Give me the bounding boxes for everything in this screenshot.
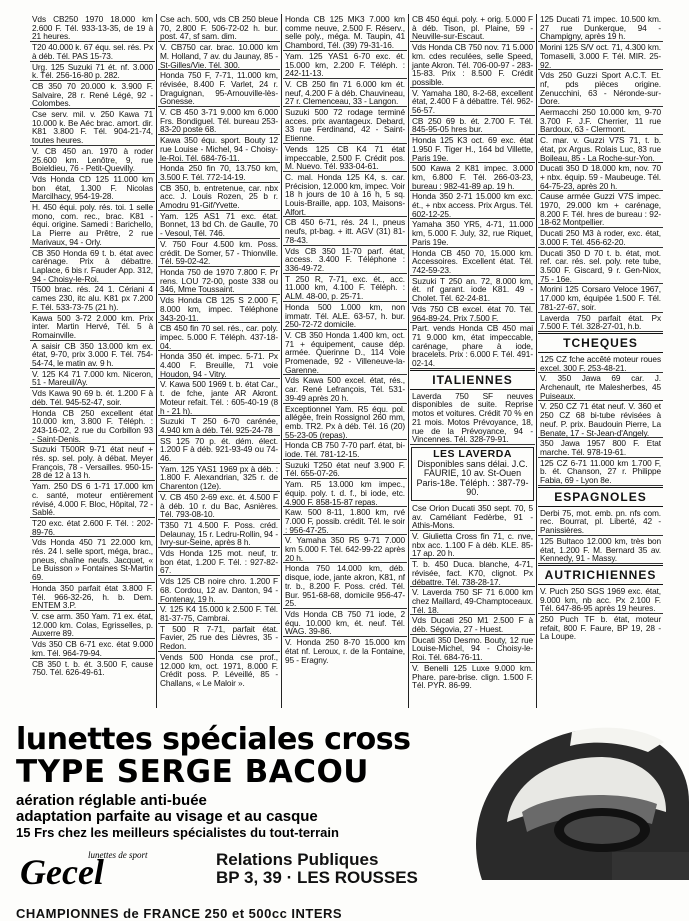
classified-ad: Yamaha 350 YR5, 4-71, 11.000 km, 5.000 F. July, 32, rue Riquet, Paris 19e.	[412, 219, 533, 247]
classified-ad: Vends 125 CB K4 71 état impeccable, 2.500 F. Crédit pos. M. Nuevo. Tél. 933-04-61.	[285, 143, 405, 172]
classified-ad: Honda 350 parfait état 3.800 F. Tél. 966-32-26, h. b. Dem. ENTEM 3.P.	[32, 582, 153, 611]
classified-ad: Suzuki T 250 an. 72, 8.000 km, ét. nf garant. iode K81. 49 - Cholet. Tél. 62-24-81.	[412, 275, 533, 304]
classified-ad: Part. vends Honda CB 450 mai 71 9.000 km, état impeccable, carénage, phare à iode, bracelets. Prix : 6.000 F. Tél. 491-02-14.	[412, 323, 533, 369]
classified-ad: Laverda 750 parfait état. Px 7.500 F. Tél. 328-27-01, h.b.	[540, 312, 661, 332]
classified-ad: V. CB750 car. brac. 10.000 km M. Holland, 7 av. du Jaunay, 85 - St-Gilles/Vie. Tél. 300.	[160, 42, 278, 70]
classified-ad: T. b. 450 Duca. blanche, 4-71, révisée, fact. K70, clignot. Px débattre. Tél. 738-28-17.	[412, 559, 533, 587]
classified-ad: V. 125 K4 71 7.000 km. Niceron, 51 - Mareuil/Ay.	[32, 368, 153, 388]
ad-headline: lunettes spéciales cross	[16, 722, 411, 757]
classified-ad: 125 Ducati 71 impec. 10.500 km. 27 rue Dunkerque, 94 - Champigny, après 19 h.	[540, 14, 661, 42]
classified-ad: Honda 350 ét. impec. 5-71. Px 4.400 F. Breuille, 71 voie Houdon, 94 - Vitry.	[160, 351, 278, 379]
classifieds-column-1	[30, 14, 155, 708]
classified-ad: 125 CZ fche accêté moteur roues excel. 300 F. 253-48-21.	[540, 353, 661, 373]
classified-ad: V. Puch 250 SGS 1969 exc. état, 9.000 km, nb acc. Px 2.100 F. Tél. 647-86-95 après 19 heures.	[540, 585, 661, 614]
classified-ad: Vds Honda CB 750 nov. 71 5.000 km. cdes reculées, selle Speed, jante Akron. Tél. 706-00-97 - 283-15-83. Prix : 8.500 F. Crédit possible.	[412, 42, 533, 87]
classified-ad: CB 450 équi. poly. + orig. 5.000 F à déb. Tison, pl. Plaine, 59 - Neuville-sur-Escaut.	[412, 14, 533, 42]
column-divider	[408, 14, 409, 708]
logo-wordmark: Gecel	[20, 852, 104, 888]
classified-ad: V. Benelli 125 Luxe 9.000 km. Phare. pare-brise. clign. 1.500 F. Tél. PYR. 86-99.	[412, 662, 533, 691]
classified-ad: Vds Honda CB 750 71 iode, 2 équ. 10.000 km, ét. neuf. Tél. WAG. 39-86.	[285, 609, 405, 637]
classified-ad: Honda 500 1.000 km, non immatr. Tél. ALE. 63-57, h. bur. 250-72-72 domicile.	[285, 301, 405, 330]
classified-ad: Urg. 125 Suzuki 71 ét. nf. 3.000 k. Tél. 256-16-80 p. 282.	[32, 61, 153, 81]
ad-feature-1: aération réglable anti-buée	[16, 792, 207, 809]
classified-ad: CB 350, b. entretenue, car. nbx acc. J. Louis Rozen, 25 b r. Amodru 91-Gif/Yvette.	[160, 182, 278, 211]
section-heading: ESPAGNOLES	[538, 487, 663, 507]
section-heading: AUTRICHIENNES	[538, 565, 663, 585]
classified-ad: V. Honda 250 8-70 15.000 km état nf. Leroux, r. de la Fontaine, 95 - Eragny.	[285, 637, 405, 665]
column-divider	[281, 14, 282, 708]
classifieds-column-2	[158, 14, 280, 708]
classified-ad: CB 450 fin 70 sel. rés., car. poly. impec. 5.000 F. Téléph. 437-18-04.	[160, 323, 278, 351]
classified-ad: V. 250 CZ 71 état neuf. V. 360 et 250 CZ 68 bi-tube révisées à neuf. P. prix. Baudouin Pierre, La Benate, 17 - St-Jean-d'Angely.	[540, 401, 661, 438]
classified-ad: Suzuki 500 72 rodage terminé acces. prix avantageux. Debard, 33 rue Ferdinand, 42 - Saint-Etienne.	[285, 107, 405, 144]
classified-ad: T 250 R, 7-71, exc. ét., acc. 11.000 km, 4.100 F. Téléph. : ALM. 48-00, p. 25-71.	[285, 273, 405, 302]
classified-ad: V. Kawa 500 1969 t. b. état Car., t. de fche, jante AR Akront. Moteur refait. Tél. : 605-40-19 (8 h - 21 h).	[160, 379, 278, 416]
boxed-ad-body: Disponibles sans délai. J.C. FAURIE, 10 av. St-Ouen Paris-18e. Téléph. : 387-79-90.	[416, 458, 529, 498]
advertisement-gecel	[0, 712, 689, 921]
classified-ad: C. mar. v. Guzzi V7S 71, t. b. état, px Argus. Rolais Luc, 83 rue Boileau, 85 - La Roche-sur-Yon.	[540, 135, 661, 163]
classified-ad: 500 Kawa 2 K81 impec. 3.000 km, 6.800 F. Tél. 266-03-23, bureau : 982-41-89 ap. 19 h.	[412, 163, 533, 191]
section-heading: TCHEQUES	[538, 333, 663, 353]
column-divider	[156, 14, 157, 708]
classified-ad: Honda 750 F, 7-71, 11.000 km, révisée, 8.400 F. Varlet, 24 r. Draguignan, 95-Arnouville-lès-Gonesse.	[160, 70, 278, 107]
classified-ad: SS 125 70 p. ét. dém. élect. 1.200 F à déb. 921-93-49 ou 74-46.	[160, 435, 278, 464]
ad-price-line: 15 Frs chez les meilleurs spécialistes du tout-terrain	[16, 825, 339, 840]
ad-championship-line: CHAMPIONNES de FRANCE 250 et 500cc INTERS	[16, 906, 343, 921]
column-divider	[536, 14, 537, 708]
classified-ad: Ducati 350 D 70 t. b. état, mot. ref. car. rés. sel. poly. rete tube, 3.500 F. Giscard, 9 r. Gen-Niox, 75 - 16e.	[540, 247, 661, 284]
classified-ad: 125 CZ 6-71 11.000 km 1.700 F, b. ét. Chanson, 27 r. Philippe Fabia, 69 - Lyon 8e.	[540, 457, 661, 486]
classified-ad: Ducati 250 M3 à roder, exc. état, 3.000 F. Tél. 456-62-20.	[540, 228, 661, 247]
classified-ad: Vds 250 Guzzi Sport A.C.T. Et. nf, pds pièces origine. Zenucchini, 63 - Néronde-sur-Dore.	[540, 70, 661, 107]
classified-ad: Honda 750 de 1970 7.800 F. Pr rens. LOU 72-00, poste 338 ou 346, Mme Toussaint.	[160, 266, 278, 295]
classified-ad: Vds Kawa 90 69 b. ét. 1.200 F à déb. Tél. 945-52-47, soir.	[32, 388, 153, 407]
classified-ad: T500 brac. rés. 24 1. Cériani 4 cames 230, itc alu. K81 px 7.200 F. Tél. 533-73-75 (21 h).	[32, 284, 153, 312]
classified-ad: V. CB 250 fin 71 6.000 km ét. neuf, 4.200 F à déb. Chauvineau, 27 r. Clemenceau, 33 - Langon.	[285, 78, 405, 107]
classified-ad: Vds 125 CB noire chro. 1.200 F 68. Cordou, 12 av. Danton, 94 - Fontenay, 19 h.	[160, 576, 278, 604]
classified-ad: V. cse arm. 350 Yam. 71 ex. état, 12.000 km. Colas, Egrisselles, p. Auxerre 89.	[32, 611, 153, 639]
ad-feature-2: adaptation parfaite au visage et au casque	[16, 808, 318, 825]
classified-ad: Yam. R5 13.000 km impec., équip. poly. t. d. f., bi iode, etc. 4.900 F. 858-15-87 repas.	[285, 479, 405, 507]
classified-ad: Vds Honda 450 71 22.000 km, rés. 24 l. selle sport, méga, brac., pneus, chaîne neufs. Jacquet, « Le Buisson » Fontaines St-Martin 69.	[32, 537, 153, 583]
classified-ad: Kaw. 500 8-11, 1.800 km, rvé 7.000 F, possib. crédit. Tél. le soir : 956-47-25.	[285, 507, 405, 535]
classified-ad: CB 250 69 b. ét. 2.700 F. Tél. 845-95-05 hres bur.	[412, 115, 533, 135]
classified-ad: Morini 125 S/V oct. 71, 4.300 km. Tomaselli, 3.000 F. Tél. MIR. 25-92.	[540, 42, 661, 70]
classified-ad: Honda 350 2-71 15.000 km exc. ét., + nbx access. Prix Argus. Tél. 602-12-25.	[412, 191, 533, 219]
logo-tagline: lunettes de sport	[88, 850, 148, 860]
classified-ad: Aermacchi 250 10.000 km, 9-70 3.700 F. J.F. Cherrier, 11 rue Bardoux, 63 - Clermont.	[540, 107, 661, 135]
classified-ad: Honda CB 125 MK3 7.000 km comme neuve, 2.500 F. Réserv., selle poly., méga. M. Taupin, 41 Chambord, Tél. (39) 79-31-16.	[285, 14, 405, 51]
classified-ad: H. 450 équi. poly. rés. toi. 1 selle mono, com. rec., brac. K81 - équi. origine. Samedi : Barichello, La Pierre au Prêtre, 2 rue Marivaux, 94 - Orly.	[32, 202, 153, 247]
motocross-rider-photo	[452, 712, 689, 880]
classifieds-column-3	[283, 14, 407, 708]
ad-product-name: TYPE SERGE BACOU	[16, 754, 369, 790]
classified-ad: CB 350 Honda 69 t. b. état avec carénage. Prix à débattre. Laplace, 6 bis r. Fauder App. 312, 94 - Choisy-le-Roi.	[32, 247, 153, 284]
classified-ad: Suzuki T500R 9-71 état neuf + rés. sp. sel. poly. à débat. Meyer François, 78 - Versailles. 950-15-28 de 12 à 13 h.	[32, 444, 153, 481]
laverda-boxed-ad	[411, 447, 534, 501]
classified-ad: Yam. 125 YAS1 6-70 exc. ét. 15.000 km, 2.200 F. Téléph. : 242-11-13.	[285, 50, 405, 79]
gecel-logo	[18, 848, 206, 888]
classified-ad: Yam. 125 YAS1 1969 px à déb. : 1.800 F. Alexandrian, 325 r. de Charenton (12e).	[160, 463, 278, 492]
classified-ad: Honda 250 fin 70, 13.750 km, 3.500 F. Tél. 772-14-19.	[160, 163, 278, 182]
classified-ad: Vds 350 CB 6-71 exc. état 9.000 km. Tél. 964-79-94.	[32, 639, 153, 658]
classified-ad: V. CB 450 2-69 exc. ét. 4.500 F à déb. 10 r. du Bac, Asnières. Tél. 793-08-10.	[160, 491, 278, 520]
classified-ad: Vds Honda CB 125 S 2.000 F, 8.000 km, impec. Téléphone 343-20-11.	[160, 295, 278, 323]
classified-ad: Kawa 500 3-72 2.000 km. Prix inter. Martin Hervé, Tél. 5 à Romainville.	[32, 312, 153, 340]
classified-ad: V. CB 450 3-71 9.000 km 6.000 Frs. Bondiguel. Tél. bureau 253-83-20 poste 68.	[160, 107, 278, 135]
classified-ad: V. Yamaha 350 R5 9-71 7.000 km 5.000 F. Tél. 642-99-22 après 20 h.	[285, 535, 405, 563]
classified-ad: Morini 125 Corsaro Veloce 1967, 17.000 km, équipée 1.500 F. Tél. 781-27-67, soir.	[540, 284, 661, 312]
classified-ad: T 500 R 7-71, parfait état. Favier, 25 rue des Lièvres, 35 - Redon.	[160, 623, 278, 652]
classified-ad: T20 40.000 k. 67 équ. sel. rés. Px à déb. Tél. PAS 15-73.	[32, 42, 153, 61]
classified-ad: Vends 500 Honda cse prof., 12.000 km, oct. 1971, 8.000 F. Crédit poss. P. Léveillé, 85 - Challans, « Le Maloir ».	[160, 651, 278, 688]
classified-ad: Cse serv. mil. v. 250 Kawa 71 10.000 k. Be Aéc brac. amort. dir. K81 3.800 F. Tél. 904-21-74, toutes heures.	[32, 109, 153, 146]
classified-ad: V. Giulietta Cross fin 71, c. nve, nbx acc. 1.100 F à déb. KLE. 85-17 ap. 20 h.	[412, 531, 533, 559]
classifieds-column-5	[538, 14, 663, 708]
classified-ad: C. mal. Honda 125 K4, s. car. Précision, 12.000 km, impec. Voir 18 h jours de 10 à 16 h, 5 sq. Louis-Braille, app. 103, Maisons-Alfort.	[285, 171, 405, 217]
classified-ad: Honda CB 750 7-70 parf. état, bi-iode. Tél. 781-12-15.	[285, 440, 405, 460]
classified-ad: Vds 750 CB excel. état 70. Tél. 964-89-24. Prix 7.500 F.	[412, 303, 533, 323]
classified-ad: Cse ach. 500, vds CB 250 bleue 70, 2.800 F. 506-72-02 h. bur. post. 47, sf sam. dim.	[160, 14, 278, 42]
classified-ad: V. 125 K4 15.000 k 2.500 F. Tél. 81-37-75, Cambrai.	[160, 604, 278, 623]
classified-ad: T20 exc. état 2.600 F. Tél. : 202-89-76.	[32, 517, 153, 537]
classified-ad: Yam. 125 AS1 71 exc. état. Bonnet, 13 bd Ch. de Gaulle, 70 - Vesoul, Tél. 746.	[160, 210, 278, 239]
classified-ad: V. Yamaha 180, 8-2-68, excellent état, 2.400 F à débattre. Tél. 962-56-57.	[412, 87, 533, 116]
classified-ad: Vds CB 350 11-70 parf. état, access. 3.400 F. Téléphone : 336-49-72.	[285, 245, 405, 273]
classified-ad: Cause armée Guzzi V7S impec. 1970, 29.000 km + carénage, 8.200 F. Tél. hres de bureau : 92-18-62 Montpellier.	[540, 191, 661, 228]
classified-ad: Vds Honda 125 mot. neuf, tr. bon état, 1.200 F. Tél. : 927-82-67.	[160, 548, 278, 576]
classified-ad: Vds Ducati 250 M1 2.500 F à déb. Ségovia, 27 - Huest.	[412, 615, 533, 635]
classified-ad: Suzuki T 250 6-70 carénée, 4.940 km à déb. Tél. 925-24-78	[160, 416, 278, 435]
classified-ad: V. 750 Four 4.500 km. Poss. crédit. De Somer, 57 - Thionville. Tél. 59-02-42.	[160, 238, 278, 267]
classified-ad: V. CB 450 an. 1970 à roder 25.600 km. Lenôtre, 9, rue Boieldieu, 76 - Petit-Quevilly.	[32, 145, 153, 174]
section-heading: ITALIENNES	[410, 370, 535, 390]
classified-ad: Kawa 350 équ. sport. Bouty 12 rue Louise - Michel, 94 - Choisy-le-Roi. Tél. 684-76-11.	[160, 135, 278, 163]
ad-address: BP 3, 39 · LES ROUSSES	[216, 868, 418, 887]
classified-ad: Yam. 250 DS 6 1-71 17.000 km c. santé, moteur entièrement révisé, 4.000 F. Bloc, Hôpital, 72 - Sablé.	[32, 481, 153, 518]
classified-ad: 350 Jawa 1957 800 F. Etat marche. Tél. 978-19-61.	[540, 438, 661, 457]
ad-public-relations: Relations Publiques	[216, 850, 379, 869]
classified-ad: CB 450 6-71, rés. 24 l., pneus neufs, pt-bag. + itt. AGV (31) 81-78-43.	[285, 217, 405, 245]
classified-ad: Suzuki T250 état neuf 3.900 F. Tél. 655-07-26.	[285, 459, 405, 479]
classified-ad: Derbi 75, mot. emb. pn. nfs com. rec. Bourrat, pl. Liberté, 42 - Panissières.	[540, 507, 661, 536]
classified-ad: A saisir CB 350 13.000 km ex. état, 9-70, prix 3.000 F. Tél. 754-54-74, le matin av. 9 h.	[32, 340, 153, 369]
classified-ad: V. 350 Jawa 69 car. J. Archenault, rte Malesherbes, 45 Puiseaux.	[540, 373, 661, 401]
classified-ad: 125 Bultaco 12.000 km, très bon état, 1.200 F. M. Bernard 35 av. Kennedy, 91 - Massy.	[540, 535, 661, 564]
classified-ad: Laverda 750 SF neuves disponibles de suite. Reprise motos et voitures. Crédit 70 % en 21 mois. Motos Prévoyance, 18, rue de la Prévoyance, 94 - Vincennes. Tél. 328-79-91.	[412, 390, 533, 445]
classified-ad: Honda CB 450 70, 15.000 km. Accessoires. Excellent état. Tél. 742-59-23.	[412, 247, 533, 275]
boxed-ad-title: LES LAVERDA	[433, 447, 512, 460]
classified-ad: Ducati 350 Desmo. Bouty, 12 rue Louise-Michel, 94 - Choisy-le-Roi. Tél. 684-76-11.	[412, 634, 533, 663]
classified-ad: V. CB 350 Honda 1.400 km, oct. 71 + équipement, cause dép. armée. Querinne D., 114 Voie Promenade, 92 - Villeneuve-la-Garenne.	[285, 329, 405, 375]
classified-ad: T350 71 4.500 F. Poss. créd. Delaunay, 15 r. Ledru-Rollin, 94 - Ivry-sur-Seine, après 8 h.	[160, 519, 278, 548]
classified-ad: CB 350 70 20.000 k. 3.900 F. Salvaire, 28 r. René Légé, 92 - Colombes.	[32, 80, 153, 109]
classified-ad: Vds Honda CD 125 11.000 km bon état, 1.300 F. Nicolas Marcilhacy, 954-19-28.	[32, 173, 153, 202]
classified-ad: Ducati 350 D 18.000 km, nov. 70 + nbx. équip. 59 - Maubeuge. Tél. 64-75-23, après 20 h.	[540, 163, 661, 191]
classified-ad: Vds CB250 1970 18.000 km 2.600 F. Tél. 933-13-35, de 19 à 21 heures.	[32, 14, 153, 42]
classified-ad: Honda 750 14.000 km, déb. disque, iode, jante akron, K81, nf tr. b., 8.200 F. Poss. créd. Tél. Bur. 951-68-68, domicile 956-47-25.	[285, 563, 405, 609]
classified-ad: CB 350 t. b. ét. 3.500 F, cause 750. Tél. 626-49-61.	[32, 658, 153, 678]
classified-ad: 250 Puch TF b. état, moteur refait, 800 F. Faure, BP 19, 28 - La Loupe.	[540, 614, 661, 642]
classified-ad: Exceptionnel Yam. R5 équ. pol. allégée, frein Rossignol 260 mm, emb. TR2. Px à déb. Tél. 16 (20) 55-23-05 (repas).	[285, 403, 405, 440]
classified-ad: V. Laverda 750 SF 71 6.000 km chez Maillard, 49-Champtoceaux. Tél. 18.	[412, 587, 533, 615]
classified-ad: Honda CB 250 excellent état 10.000 km, 3.800 F. Téléph. : 243-16-02, 2 rue du Corbillon 93 - Saint-Denis.	[32, 407, 153, 444]
classified-ad: Honda 125 K3 oct. 69 exc. état 1.950 F. Tiger H., 164 bd Villette, Paris 19e.	[412, 135, 533, 163]
classified-ad: Cse Orion Ducati 350 sept. 70, 5 av. Caméliant Fedèrbe, 91 - Athis-Mons.	[412, 502, 533, 531]
classifieds-column-4	[410, 14, 535, 708]
classified-ad: Vds Kawa 500 excel. état, rés., car. René Lefrançois, Tél. 531-39-49 après 20 h.	[285, 375, 405, 403]
